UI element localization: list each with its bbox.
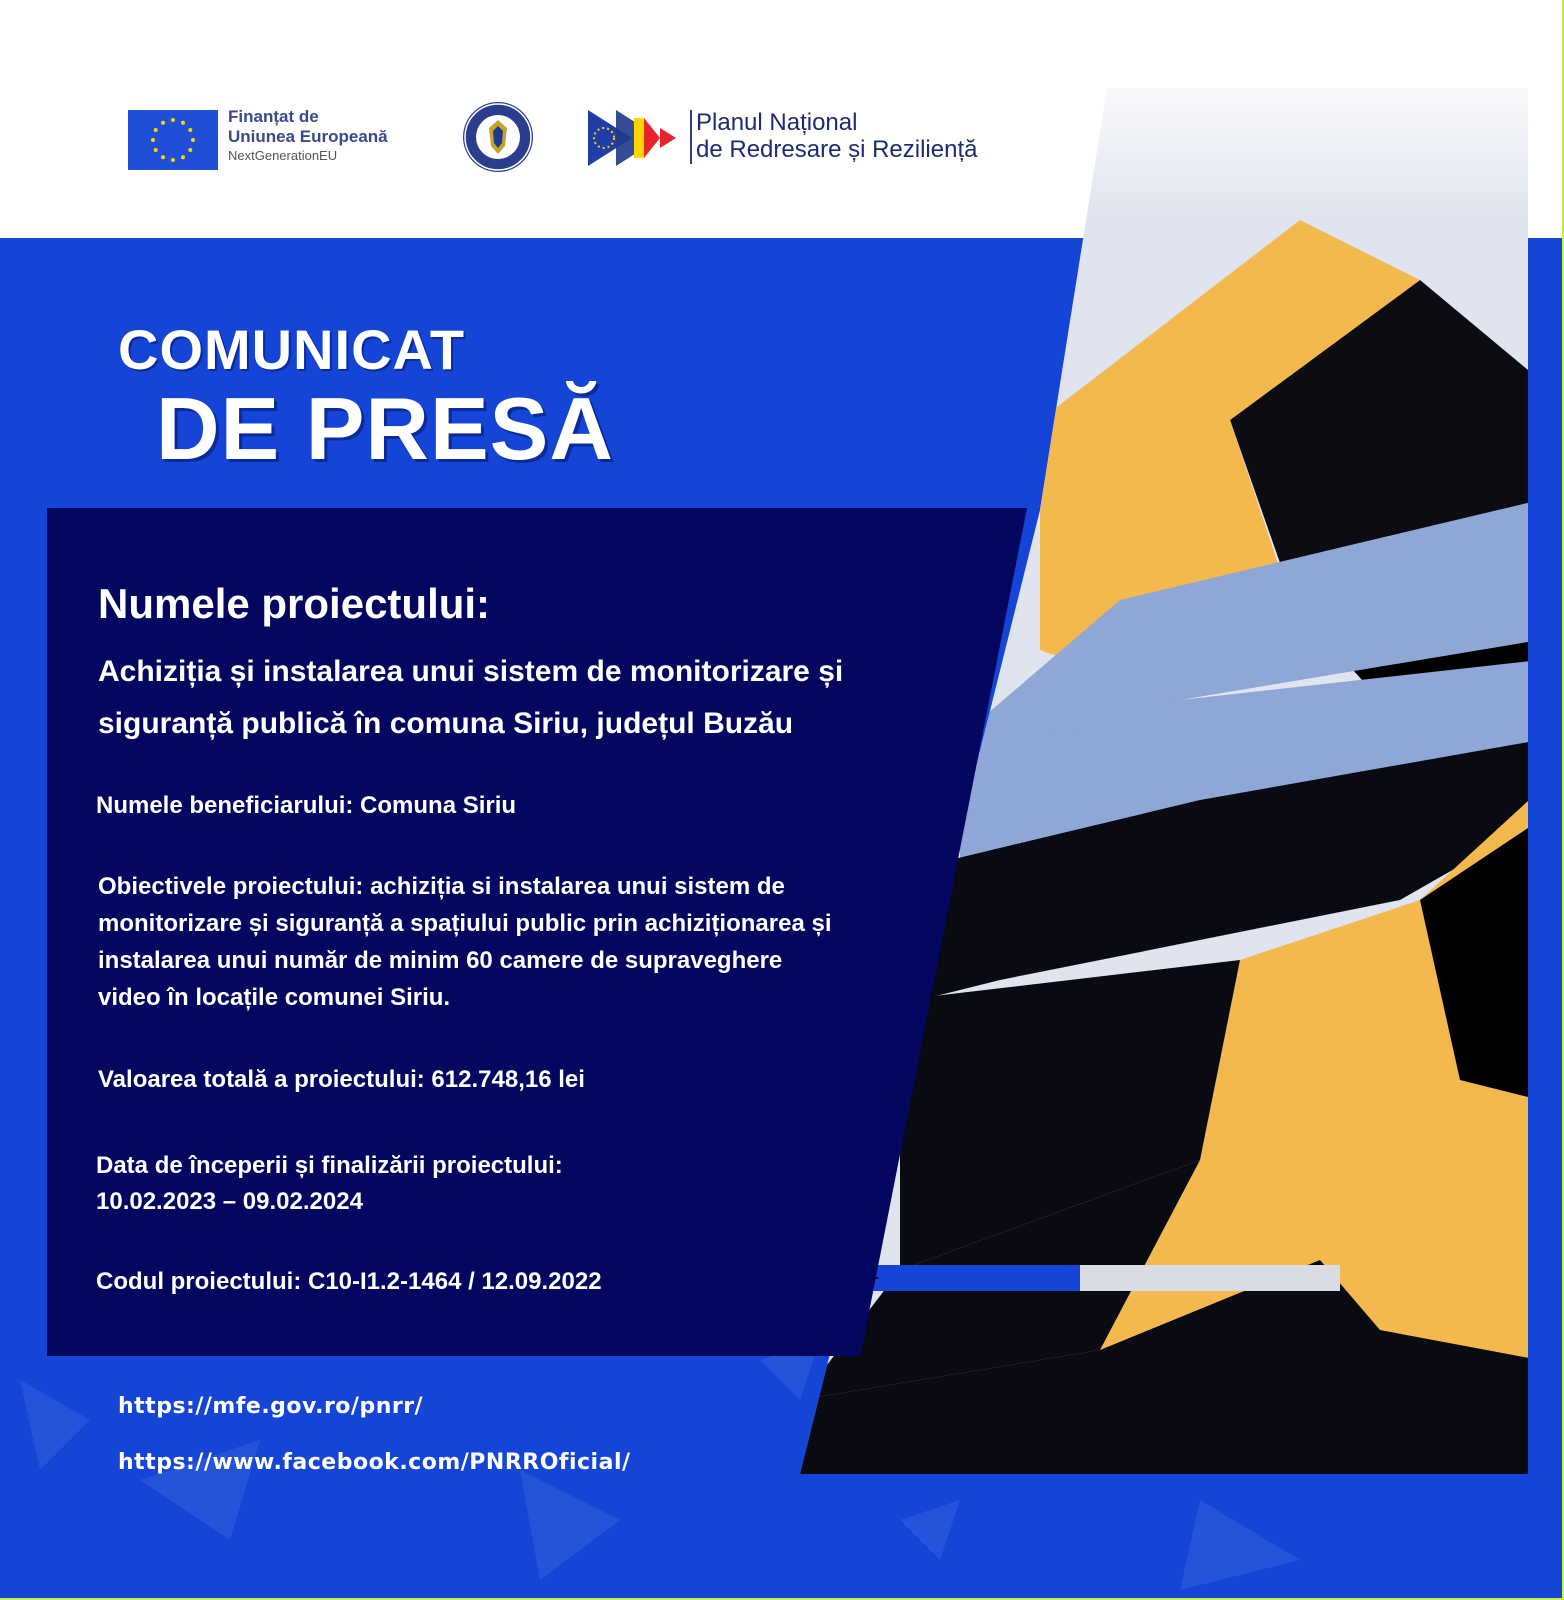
title-de-presa: DE PRESĂ xyxy=(156,379,614,478)
title-comunicat: COMUNICAT xyxy=(118,318,466,381)
project-name-label: Numele proiectului: xyxy=(98,580,491,627)
pnrr-text-line1: Planul Național xyxy=(696,109,858,136)
objectives-text xyxy=(98,868,918,1016)
eu-text-line3: NextGenerationEU xyxy=(228,148,338,164)
project-code-text: Codul proiectului: C10-I1.2-1464 / 12.09.2022 xyxy=(96,1268,602,1295)
total-value-text: Valoarea totală a proiectului: 612.748,16 lei xyxy=(98,1066,585,1093)
project-name-line1: Achiziția și instalarea unui sistem de monitorizare și xyxy=(98,655,844,688)
eu-text-line2: Uniunea Europeană xyxy=(228,126,388,146)
project-name xyxy=(98,646,998,750)
objectives-line4: video în locațile comunei Siriu. xyxy=(98,984,451,1011)
project-name-line2: siguranță publică în comuna Siriu, județul Buzău xyxy=(98,707,794,740)
beneficiary-text: Numele beneficiarului: Comuna Siriu xyxy=(96,792,517,819)
facebook-pnrr-link[interactable]: https://www.facebook.com/PNRROficial/ xyxy=(118,1450,631,1475)
eu-text-line1: Finanțat de xyxy=(228,107,319,126)
mfe-pnrr-link[interactable]: https://mfe.gov.ro/pnrr/ xyxy=(118,1394,424,1419)
objectives-line3: instalarea unui număr de minim 60 camere de supraveghere xyxy=(98,947,783,974)
objectives-line1: Obiectivele proiectului: achiziția si instalarea unui sistem de xyxy=(98,873,785,900)
dates-value: 10.02.2023 – 09.02.2024 xyxy=(96,1188,363,1215)
objectives-line2: monitorizare și siguranță a spațiului public prin achiziționarea și xyxy=(98,910,832,937)
dates-label: Data de începerii și finalizării proiectului: xyxy=(96,1152,563,1179)
pnrr-text-line2: de Redresare și Reziliență xyxy=(696,135,978,163)
